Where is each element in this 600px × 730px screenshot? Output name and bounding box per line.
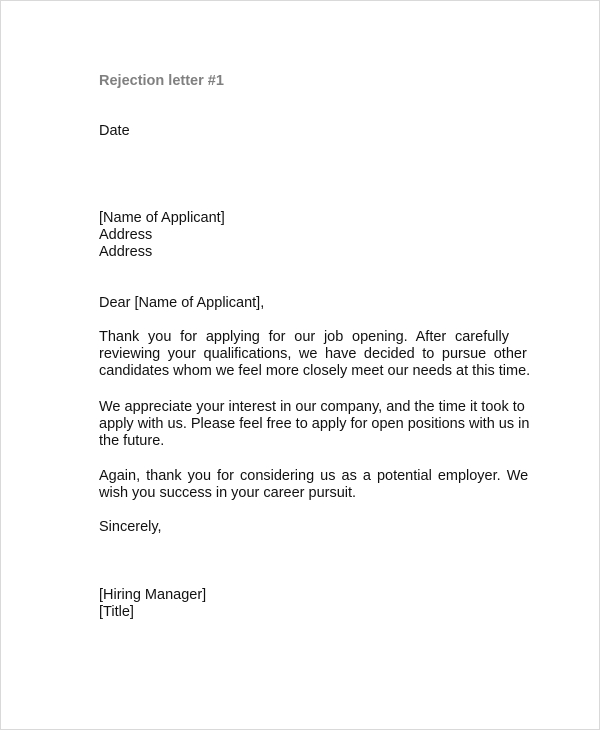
document-title: Rejection letter #1: [99, 73, 224, 89]
paragraph-line: Thank you for applying for our job opening. After carefully: [99, 329, 509, 345]
recipient-name: [Name of Applicant]: [99, 210, 225, 226]
date-line: [99, 123, 509, 140]
signer-name: [Hiring Manager]: [99, 587, 207, 603]
paragraph-line: reviewing your qualifications, we have decided to pursue other: [99, 346, 527, 362]
paragraph-line: We appreciate your interest in our company, and the time it took to: [99, 399, 525, 415]
body-paragraph-3: [99, 468, 529, 502]
signature-block: [99, 587, 509, 621]
date-text: Date: [99, 123, 130, 139]
closing-text: Sincerely,: [99, 519, 162, 535]
body-paragraph-2: [99, 399, 530, 450]
paragraph-line: candidates whom we feel more closely meet our needs at this time.: [99, 363, 531, 379]
body-paragraph-1: [99, 329, 531, 380]
salutation: [99, 295, 509, 312]
recipient-address-line-2: Address: [99, 244, 153, 260]
paragraph-line: the future.: [99, 433, 165, 449]
recipient-address-line-1: Address: [99, 227, 153, 243]
signer-title: [Title]: [99, 604, 134, 620]
closing: [99, 519, 509, 536]
salutation-text: Dear [Name of Applicant],: [99, 295, 265, 311]
paragraph-line: Again, thank you for considering us as a potential employer. We: [99, 468, 529, 484]
paragraph-line: wish you success in your career pursuit.: [99, 485, 357, 501]
paragraph-line: apply with us. Please feel free to apply for open positions with us in: [99, 416, 530, 432]
recipient-block: [99, 210, 509, 261]
